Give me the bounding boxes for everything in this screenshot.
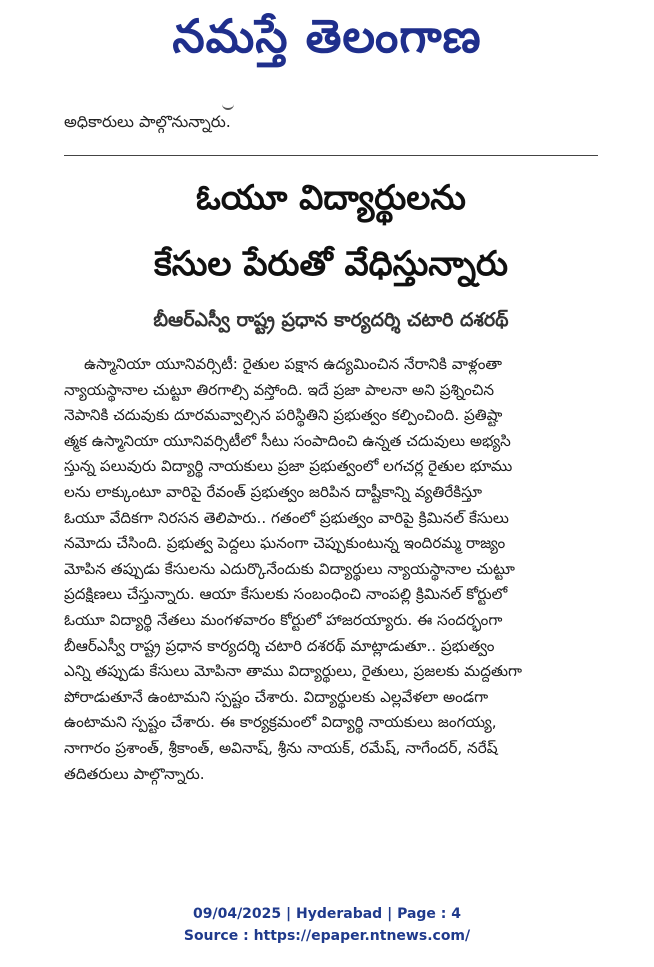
previous-article-last-line: అధికారులు పాల్గొనున్నారు. <box>64 112 231 131</box>
body-line: త్మక ఉస్మానియా యూనివర్సిటీలో సీటు సంపాదించి ఉన్నత చదువులు అభ్యసి <box>64 431 511 450</box>
headline-line-2: కేసుల పేరుతో వేధిస్తున్నారు <box>154 244 508 284</box>
body-line: బీఆర్‌ఎస్వీ రాష్ట్ర ప్రధాన కార్యదర్శి చటారి దశరథ్ మాట్లాడుతూ.. ప్రభుత్వం <box>64 636 495 655</box>
footer-date-edition-page: 09/04/2025 | Hyderabad | Page : 4 <box>192 906 462 922</box>
body-line: పోరాడుతూనే ఉంటామని స్పష్టం చేశారు. విద్యార్థులకు ఎల్లవేళలా అండగా <box>64 687 489 706</box>
body-line: నమోదు చేసింది. ప్రభుత్వ పెద్దలు ఘనంగా చెప్పుకుంటున్న ఇందిరమ్మ రాజ్యం <box>64 534 506 553</box>
body-line: తదితరులు పాల్గొన్నారు. <box>64 764 205 783</box>
body-line: ఓయూ విద్యార్థి నేతలు మంగళవారం కోర్టులో హాజరయ్యారు. ఈ సందర్భంగా <box>64 610 503 629</box>
body-line: ఎన్ని తప్పుడు కేసులు మోపినా తాము విద్యార్థులు, రైతులు, ప్రజలకు మద్దతుగా <box>64 662 523 681</box>
body-line: ఉస్మానియా యూనివర్సిటీ: రైతుల పక్షాన ఉద్యమించిన నేరానికి వాళ్లంతా <box>84 355 502 373</box>
body-line: న్యాయస్థానాల చుట్టూ తిరగాల్సి వస్తోంది. ఇదే ప్రజా పాలనా అని ప్రశ్నించిన <box>64 380 495 399</box>
footer-source-link[interactable]: Source : https://epaper.ntnews.com/ <box>183 928 471 944</box>
body-line: మోపిన తప్పుడు కేసులను ఎదుర్కొనేందుకు విద్యార్థులు న్యాయస్థానాల చుట్టూ <box>64 559 515 578</box>
body-line: ఓయూ వేదికగా నిరసన తెలిపారు.. గతంలో ప్రభుత్వం వారిపై క్రిమినల్ కేసులు <box>64 508 509 527</box>
article-body <box>64 352 596 787</box>
subheadline: బీఆర్‌ఎస్వీ రాష్ట్ర ప్రధాన కార్యదర్శి చటారి దశరథ్ <box>153 309 509 331</box>
body-line: లను లాక్కుంటూ వారిపై రేవంత్ ప్రభుత్వం జరిపిన దాష్టీకాన్ని వ్యతిరేకిస్తూ <box>64 482 482 501</box>
body-line: ప్రదక్షిణలు చేస్తున్నారు. ఆయా కేసులకు సంబంధించి నాంపల్లి క్రిమినల్ కోర్టులో <box>64 585 508 604</box>
body-line: స్తున్న పలువురు విద్యార్థి నాయకులు ప్రజా ప్రభుత్వంలో లగచర్ల రైతుల భూము <box>64 457 513 476</box>
headline-line-1: ఓయూ విద్యార్థులను <box>196 178 466 218</box>
previous-article-fragment <box>222 98 234 110</box>
body-line: నాగారం ప్రశాంత్, శ్రీకాంత్, అవినాష్, శ్రీను నాయక్, రమేష్, నాగేందర్, నరేష్ <box>64 738 498 757</box>
masthead-title: నమస్తే తెలంగాణ <box>172 9 482 63</box>
article-divider <box>64 155 598 156</box>
body-line: ఉంటామని స్పష్టం చేశారు. ఈ కార్యక్రమంలో విద్యార్థి నాయకులు జంగయ్య, <box>64 713 497 732</box>
body-line: నెపానికి చదువుకు దూరమవ్వాల్సిన పరిస్థితిని ప్రభుత్వం కల్పించింది. ప్రతిష్టా <box>64 406 503 425</box>
